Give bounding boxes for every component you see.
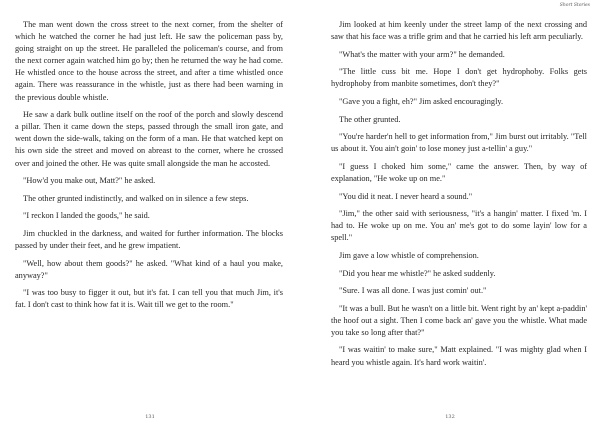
paragraph: "You're harder'n hell to get information from," Jim burst out irritably. "Tell us about it. You ain't goin' to lose money just a-tellin' a guy." xyxy=(331,132,587,154)
paragraph: "Gave you a fight, eh?" Jim asked encouragingly. xyxy=(339,96,504,106)
right-running-head: Short Stories xyxy=(559,3,590,8)
paragraph: "Jim," the other said with seriousness, "it's a hangin' matter. I fixed 'm. I had to. He woke up on me. You an' me's got to do some layin' low for a spell." xyxy=(331,209,587,243)
paragraph: "The little cuss bit me. Hope I don't get hydrophoby. Folks gets hydrophoby from manbite sometimes, don't they?" xyxy=(331,67,587,89)
paragraph: The other grunted. xyxy=(339,114,401,124)
paragraph: "I guess I choked him some," came the answer. Then, by way of explanation, "He woke up on me." xyxy=(331,161,587,183)
right-page-number: 132 xyxy=(445,414,455,420)
paragraph: "How'd you make out, Matt?" he asked. xyxy=(23,176,156,186)
paragraph: Jim looked at him keenly under the street lamp of the next crossing and saw that his face was a trifle grim and that he carried his left arm peculiarly. xyxy=(331,20,587,42)
right-page-text xyxy=(331,19,587,374)
paragraph: "I was waitin' to make sure," Matt explained. "I was mighty glad when I heard you whistle again. It's hard work waitin'. xyxy=(331,345,587,367)
paragraph: "I was too busy to figger it out, but it's fat. I can tell you that much Jim, it's fat. I don't cast to think how fat it is. Wait till we get to the room." xyxy=(15,288,283,310)
paragraph: "You did it neat. I never heard a sound." xyxy=(339,191,473,201)
paragraph: The other grunted indistinctly, and walked on in silence a few steps. xyxy=(23,193,249,203)
paragraph: He saw a dark bulk outline itself on the roof of the porch and slowly descend a pillar. Then it came down the steps, passed through the small iron gate, and went down the side-walk, taking on the form of a man. He that watched kept on his own side the street and moved on abreast to the corner, where he crossed over and joined the other. He was quite small alongside the man he accosted. xyxy=(15,110,283,168)
paragraph: Jim chuckled in the darkness, and waited for further information. The blocks passed by under their feet, and he grew impatient. xyxy=(15,228,283,250)
left-page-text xyxy=(15,19,283,317)
paragraph: "What's the matter with your arm?" he demanded. xyxy=(339,49,505,59)
paragraph: "It was a bull. But he wasn't on a little bit. Went right by an' kept a-paddin' the hoof out a sight. Then I come back an' gave you the whistle. What made you take so long after that?" xyxy=(331,303,587,337)
paragraph: "Well, how about them goods?" he asked. "What kind of a haul you make, anyway?" xyxy=(15,258,283,280)
paragraph: Jim gave a low whistle of comprehension. xyxy=(339,250,479,260)
paragraph: "Sure. I was all done. I was just comin' out." xyxy=(339,286,487,296)
left-page-number: 131 xyxy=(145,414,155,420)
paragraph: The man went down the cross street to the next corner, from the shelter of which he watched the corner he had just left. He saw the policeman pass by, going straight on up the street. He paralleled the policeman's course, and from the next corner again watched him go by; then he returned the way he had come. He whistled once to the house across the street, and after a time whistled once again. There was reassurance in the whistle, just as there had been warning in the previous double whistle. xyxy=(15,20,283,102)
paragraph: "Did you hear me whistle?" he asked suddenly. xyxy=(339,268,496,278)
right-page xyxy=(300,0,600,424)
paragraph: "I reckon I landed the goods," he said. xyxy=(23,211,150,221)
